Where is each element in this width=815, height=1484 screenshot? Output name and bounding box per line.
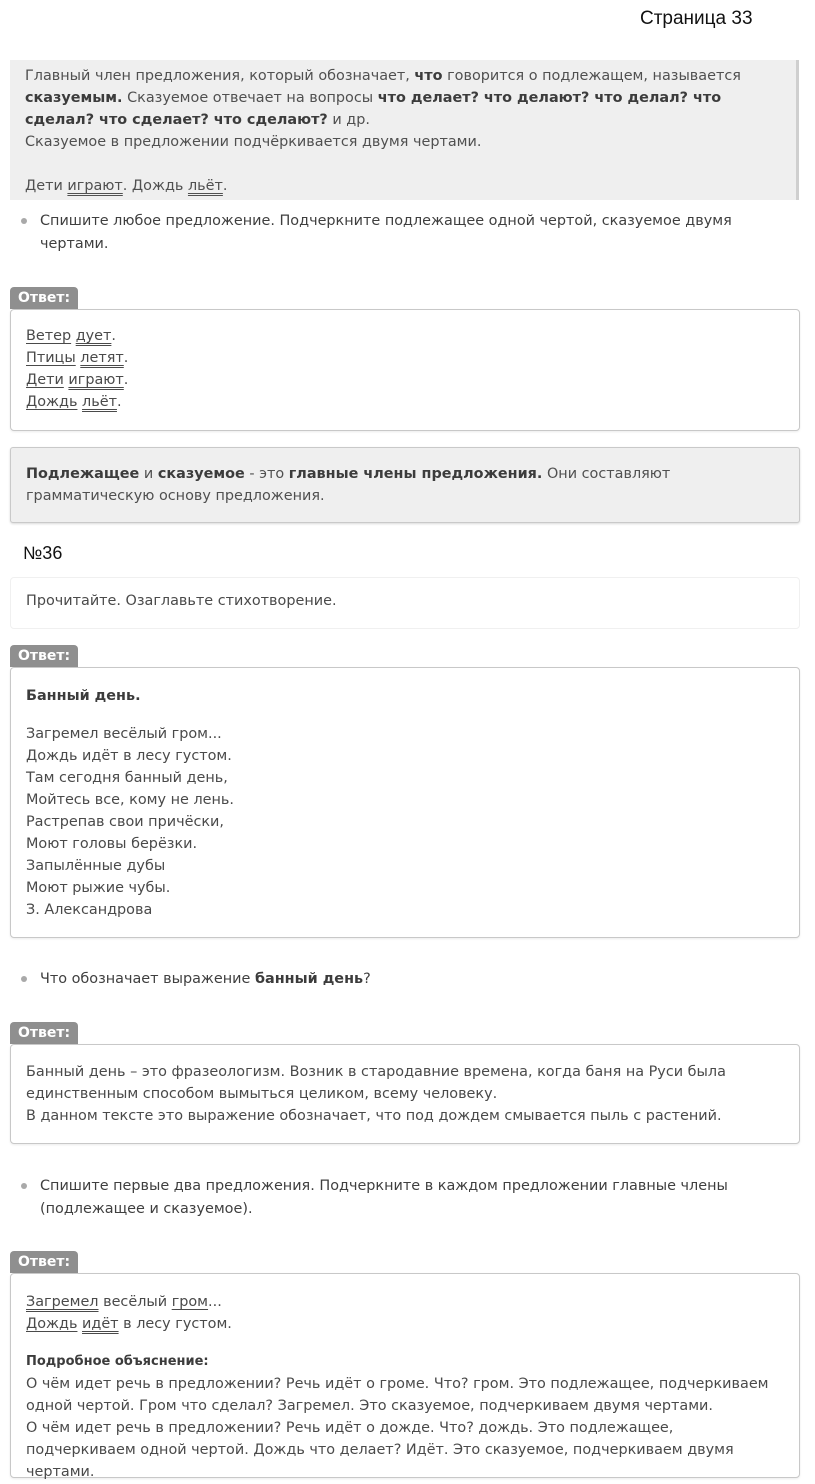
bullet-text: Спишите первые два предложения. Подчеркните в каждом предложении главные члены (подлежащее и сказуемое). <box>40 1178 728 1217</box>
answer-box-4 <box>10 1273 800 1478</box>
rule-bold: главные члены предложения. <box>288 466 543 482</box>
poem-line: Растрепав свои причёски, <box>26 814 224 830</box>
subject-word: Ветер <box>26 328 72 344</box>
poem-line: Запылённые дубы <box>26 858 166 874</box>
rule-text-part: и др. <box>327 112 370 128</box>
poem-author: З. Александрова <box>26 902 153 918</box>
bullet-task-2 <box>22 968 792 991</box>
answer-paragraph: Банный день – это фразеологизм. Возник в стародавние времена, когда баня на Руси была единственным способом вымыться целиком, всему человеку. <box>26 1064 726 1102</box>
poem-title: Банный день. <box>26 688 141 704</box>
poem <box>26 685 784 921</box>
answer-tab: Ответ: <box>10 645 78 667</box>
rule-text-part: Главный член предложения, который обозначает, <box>25 68 415 84</box>
subject-word: Дождь <box>26 1316 78 1332</box>
rule-text <box>26 463 779 507</box>
plain-word: в лесу густом. <box>118 1316 232 1332</box>
predicate-word: льёт <box>82 394 117 410</box>
bullet-dot-icon <box>21 1183 27 1189</box>
answer-line: Дети играют. <box>26 372 129 388</box>
answer-line <box>26 1291 784 1313</box>
example-predicate: играют <box>67 178 123 194</box>
answer-paragraph: В данном тексте это выражение обозначает, что под дождем смывается пыль с растений. <box>26 1108 722 1124</box>
subject-word: Дождь <box>26 394 78 410</box>
task-box <box>10 577 800 629</box>
rule-bold: что <box>414 68 443 84</box>
example-text: Дети <box>25 178 68 194</box>
bullet-text-part: Что обозначает выражение <box>40 971 255 987</box>
rule-text-part: Они составляют грамматическую основу предложения. <box>26 466 671 504</box>
poem-line: Мойтесь все, кому не лень. <box>26 792 234 808</box>
rule-box-predicate <box>10 60 799 200</box>
answer-content <box>26 1291 784 1483</box>
answer-line: Птицы летят. <box>26 350 129 366</box>
bullet-bold: банный день <box>254 971 364 987</box>
task-number: №36 <box>23 543 63 563</box>
subject-word: Дети <box>26 372 64 388</box>
plain-word: ... <box>208 1294 222 1310</box>
poem-line: Моют головы берёзки. <box>26 836 198 852</box>
bullet-task-1 <box>22 210 792 256</box>
explanation-title: Подробное объяснение: <box>26 1354 209 1369</box>
rule-bold: что делает? что делают? что делал? что сделал? что сделает? что сделают? <box>25 90 722 128</box>
predicate-word: идёт <box>82 1316 119 1332</box>
predicate-word: дует <box>75 328 112 344</box>
predicate-word: летят <box>80 350 124 366</box>
bullet-dot-icon <box>21 218 27 224</box>
subject-word: гром <box>171 1294 209 1310</box>
subject-word: Птицы <box>26 350 76 366</box>
predicate-word: Загремел <box>26 1294 99 1310</box>
rule-text-part: Сказуемое в предложении подчёркивается двумя чертами. <box>25 134 482 150</box>
rule-text-part: Сказуемое отвечает на вопросы <box>122 90 378 106</box>
bullet-task-3 <box>22 1175 792 1221</box>
answer-tab: Ответ: <box>10 287 78 309</box>
answer-box-poem <box>10 667 800 938</box>
poem-line: Там сегодня банный день, <box>26 770 228 786</box>
rule-text-part: - это <box>244 466 289 482</box>
rule-bold: сказуемым. <box>25 90 123 106</box>
poem-line: Моют рыжие чубы. <box>26 880 171 896</box>
bullet-text-part: ? <box>363 971 371 987</box>
rule-text-part: и <box>139 466 158 482</box>
plain-word: весёлый <box>98 1294 172 1310</box>
task-text: Прочитайте. Озаглавьте стихотворение. <box>26 593 337 609</box>
rule-box-main-members <box>10 447 800 523</box>
rule-text-part: говорится о подлежащем, называется <box>442 68 741 84</box>
page-number: Страница 33 <box>640 8 753 29</box>
answer-tab: Ответ: <box>10 1022 78 1044</box>
answer-box-3 <box>10 1044 800 1144</box>
rule-bold: сказуемое <box>157 466 245 482</box>
explanation-text: О чём идет речь в предложении? Речь идёт о громе. Что? гром. Это подлежащее, подчеркиваем одной чертой. Гром что сделал? Загремел. Это сказуемое, подчеркиваем двумя чертами. О чём идет речь в предложении? Речь идёт о дожде. Что? дождь. Это подлежащее, подчеркиваем одной чертой. Дождь что делает? Идёт. Это сказуемое, подчеркиваем двумя чертами. <box>26 1376 769 1480</box>
bullet-text <box>22 968 792 991</box>
example-predicate: льёт <box>187 178 223 194</box>
rule-text <box>25 65 776 197</box>
poem-line: Загремел весёлый гром... <box>26 726 222 742</box>
bullet-text: Спишите любое предложение. Подчеркните подлежащее одной чертой, сказуемое двумя чертами. <box>40 213 732 252</box>
answer-line <box>26 1313 784 1335</box>
answer-line: Дождь льёт. <box>26 394 122 410</box>
example-text: . <box>222 178 228 194</box>
example-text: . Дождь <box>122 178 188 194</box>
answer-tab: Ответ: <box>10 1251 78 1273</box>
answer-content <box>26 325 784 413</box>
answer-box-1 <box>10 309 800 431</box>
answer-content <box>26 1061 784 1127</box>
bullet-dot-icon <box>21 976 27 982</box>
rule-bold: Подлежащее <box>26 466 140 482</box>
predicate-word: играют <box>68 372 124 388</box>
poem-line: Дождь идёт в лесу густом. <box>26 748 232 764</box>
answer-line: Ветер дует. <box>26 328 116 344</box>
